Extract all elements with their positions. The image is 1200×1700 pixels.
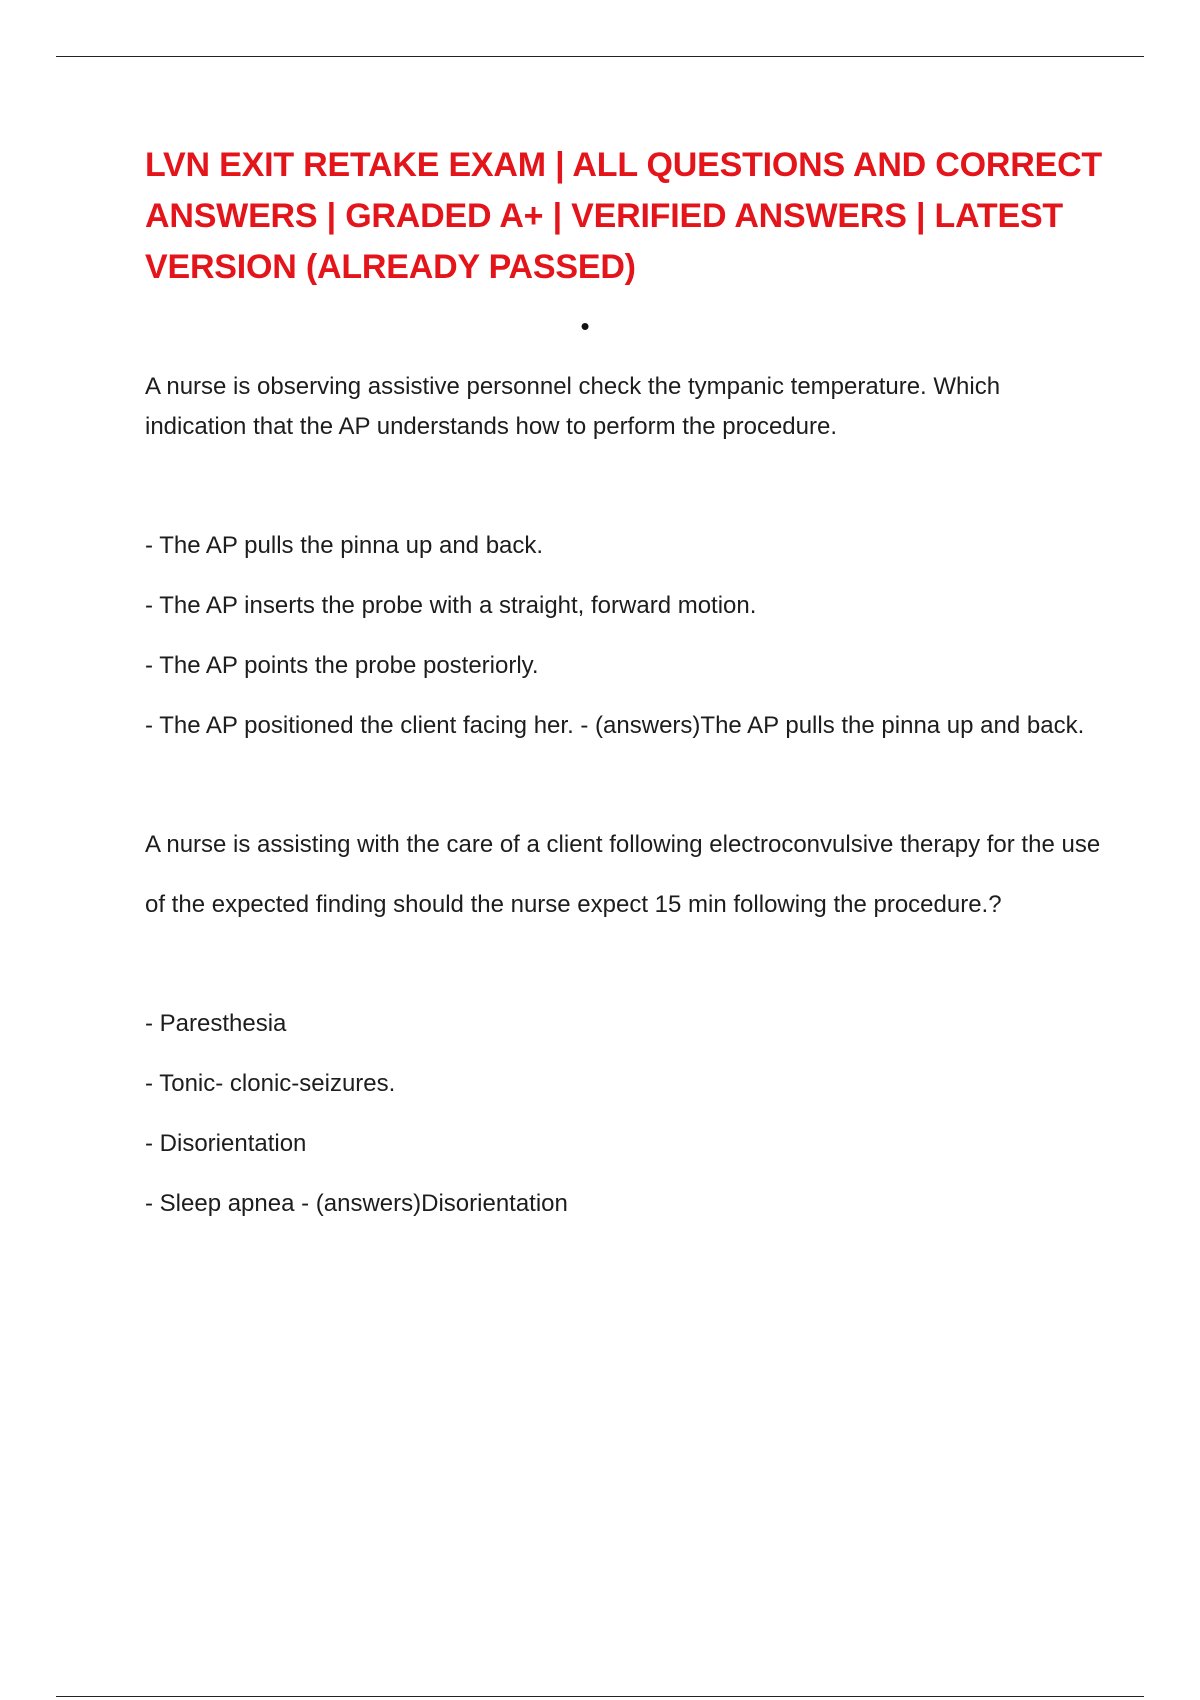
question-2-options bbox=[145, 1004, 1105, 1224]
question-2-option-b: - Tonic- clonic-seizures. bbox=[145, 1070, 396, 1097]
document-title: LVN EXIT RETAKE EXAM | ALL QUESTIONS AND CORRECT ANSWERS | GRADED A+ | VERIFIED ANSWERS | LATEST VERSION (ALREADY PASSED) bbox=[145, 146, 1102, 286]
question-1-options bbox=[145, 526, 1105, 746]
bottom-rule bbox=[56, 1696, 1144, 1697]
question-2-option-d-answer: - Sleep apnea - (answers)Disorientation bbox=[145, 1190, 568, 1217]
question-2-stem: A nurse is assisting with the care of a client following electroconvulsive therapy for the use bbox=[145, 831, 1101, 858]
question-1-stem: A nurse is observing assistive personnel check the tympanic temperature. Which indication that the AP understands how to perform the procedure. bbox=[145, 373, 1001, 440]
question-1-option-a: - The AP pulls the pinna up and back. bbox=[145, 532, 544, 559]
document-body bbox=[145, 140, 1105, 1244]
top-rule bbox=[56, 56, 1144, 57]
question-1-option-c: - The AP points the probe posteriorly. bbox=[145, 652, 539, 679]
center-bullet: • bbox=[580, 311, 590, 341]
question-1-option-b: - The AP inserts the probe with a straight, forward motion. bbox=[145, 592, 757, 619]
question-1-option-d-answer: - The AP positioned the client facing her. - (answers)The AP pulls the pinna up and back. bbox=[145, 712, 1085, 739]
question-2-option-a: - Paresthesia bbox=[145, 1010, 287, 1037]
question-2-option-c: - Disorientation bbox=[145, 1130, 307, 1157]
question-2-stem-continued: of the expected finding should the nurse expect 15 min following the procedure.? bbox=[145, 891, 1002, 918]
